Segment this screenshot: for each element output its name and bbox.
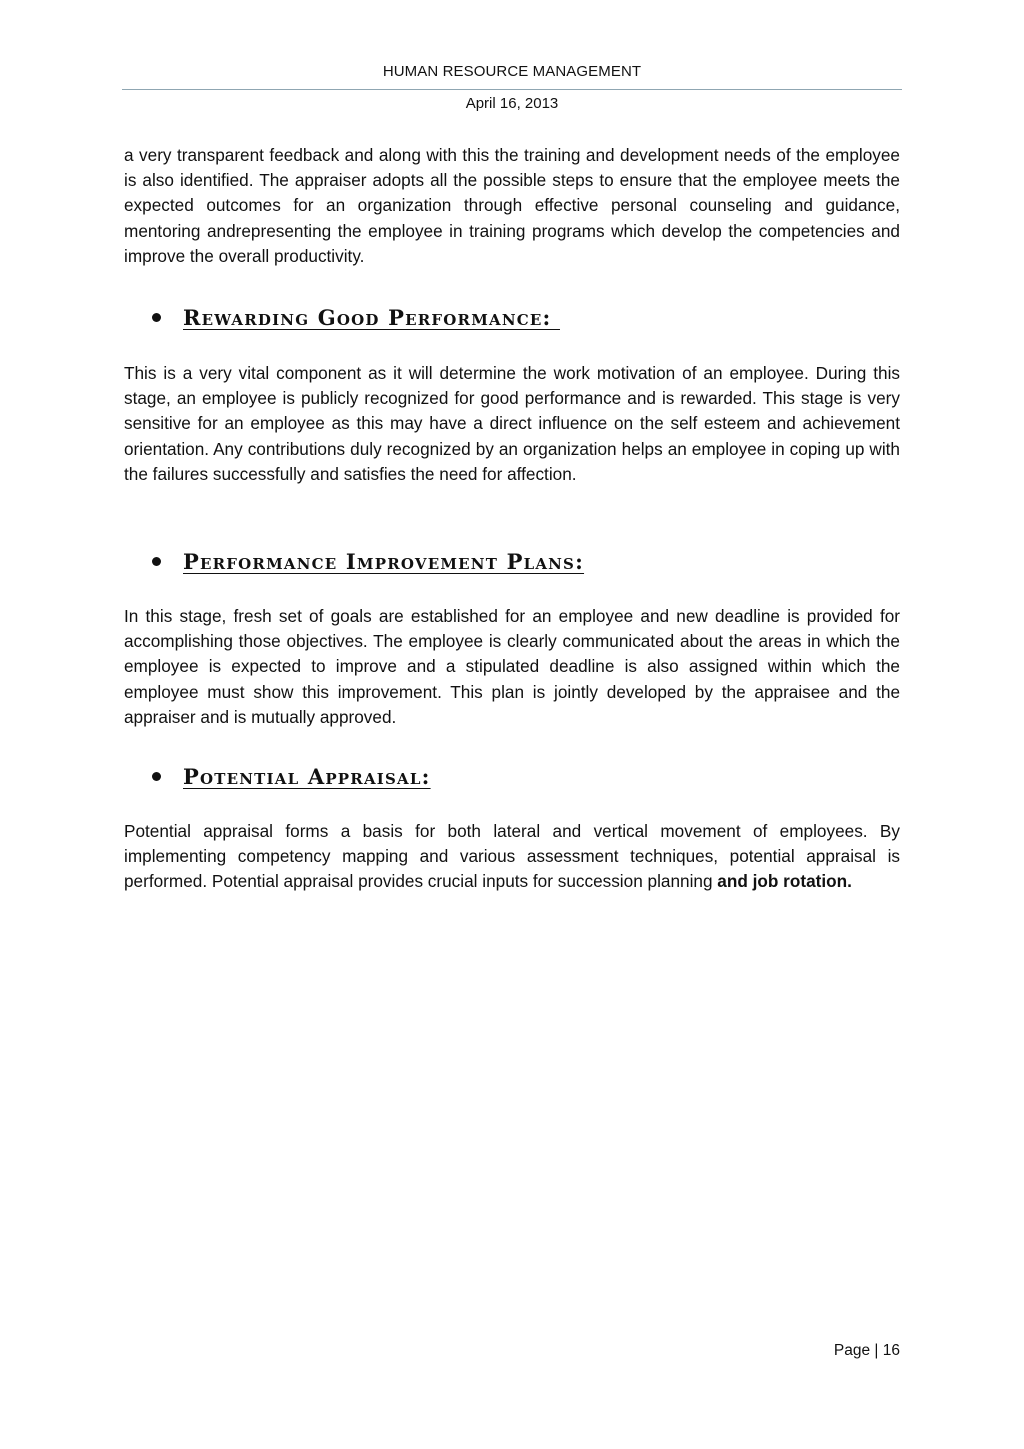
header-divider — [122, 89, 902, 90]
bullet-icon — [152, 557, 161, 566]
section-heading-text: Performance Improvement Plans: — [183, 548, 585, 574]
section-body-bold-text: and job rotation. — [717, 871, 852, 892]
intro-paragraph: a very transparent feedback and along with this the training and development needs of the employee is also identified. The appraiser adopts all the possible steps to ensure that the employee meets the expected outcomes for an organization through effective personal counseling and guidance, mentoring andrepresenting the employee in training programs which develop the competencies and improve the overall productivity. — [124, 145, 900, 266]
section-body-text: Potential appraisal forms a basis for both lateral and vertical movement of employees. By implementing competency mapping and various assessment techniques, potential appraisal is performed. Potential appraisal provides crucial inputs for succession planning — [124, 821, 900, 892]
bullet-icon — [152, 313, 161, 322]
section-heading-text: Potential Appraisal: — [183, 763, 431, 789]
header-title: HUMAN RESOURCE MANAGEMENT — [382, 63, 642, 80]
section-body-rewarding: This is a very vital component as it will determine the work motivation of an employee. During this stage, an employee is publicly recognized for good performance and is rewarded. This stage is very sensitive for an employee as this may have a direct influence on the self esteem and achievement orientation. Any contributions duly recognized by an organization helps an employee in coping up with the failures successfully and satisfies the need for affection. — [124, 363, 900, 484]
header-date: April 16, 2013 — [465, 95, 559, 112]
bullet-icon — [152, 772, 161, 781]
section-heading-text: Rewarding Good Performance: — [183, 304, 560, 330]
section-body-improvement-plans: In this stage, fresh set of goals are established for an employee and new deadline is provided for accomplishing those objectives. The employee is clearly communicated about the areas in which the employee is expected to improve and a stipulated deadline is also assigned within which the employee must show this improvement. This plan is jointly developed by the appraisee and the appraiser and is mutually approved. — [124, 606, 900, 727]
section-body-potential-appraisal — [124, 819, 900, 895]
page-number: Page | 16 — [833, 1342, 900, 1359]
section-heading-rewarding — [152, 300, 560, 334]
section-heading-improvement-plans — [152, 544, 584, 578]
section-heading-potential-appraisal — [152, 759, 431, 793]
